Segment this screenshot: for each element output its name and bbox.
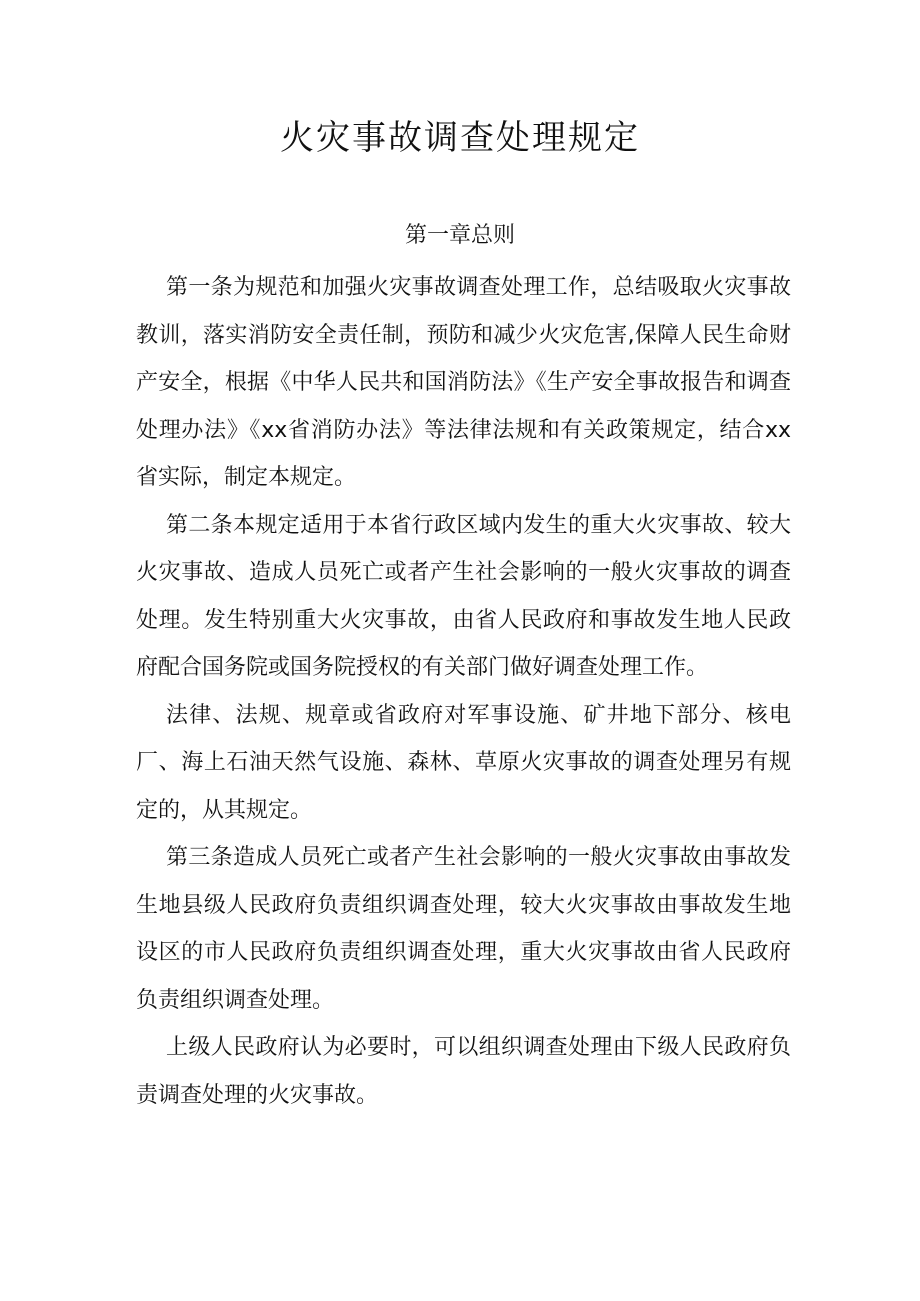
paragraph-article-1: 第一条为规范和加强火灾事故调查处理工作，总结吸取火灾事故教训，落实消防安全责任制，预防和减少火灾危害,保障人民生命财产安全，根据《中华人民共和国消防法》《生产安全事故报告和调查处理办法》《xx省消防办法》等法律法规和有关政策规定，结合xx省实际，制定本规定。 — [136, 275, 791, 490]
document-title: 火灾事故调查处理规定 — [280, 118, 640, 158]
paragraph-article-2-supplement: 法律、法规、规章或省政府对军事设施、矿井地下部分、核电厂、海上石油天然气设施、森林、草原火灾事故的调查处理另有规定的，从其规定。 — [136, 702, 791, 823]
paragraph-article-3: 第三条造成人员死亡或者产生社会影响的一般火灾事故由事故发生地县级人民政府负责组织调查处理，较大火灾事故由事故发生地设区的市人民政府负责组织调查处理，重大火灾事故由省人民政府负责组织调查处理。 — [136, 845, 791, 1013]
paragraph-article-2: 第二条本规定适用于本省行政区域内发生的重大火灾事故、较大火灾事故、造成人员死亡或者产生社会影响的一般火灾事故的调查处理。发生特别重大火灾事故，由省人民政府和事故发生地人民政府配合国务院或国务院授权的有关部门做好调查处理工作。 — [136, 512, 791, 680]
chapter-heading: 第一章总则 — [404, 223, 515, 248]
document-body — [136, 264, 791, 1119]
paragraph-article-3-supplement: 上级人民政府认为必要时，可以组织调查处理由下级人民政府负责调查处理的火灾事故。 — [136, 1035, 791, 1108]
